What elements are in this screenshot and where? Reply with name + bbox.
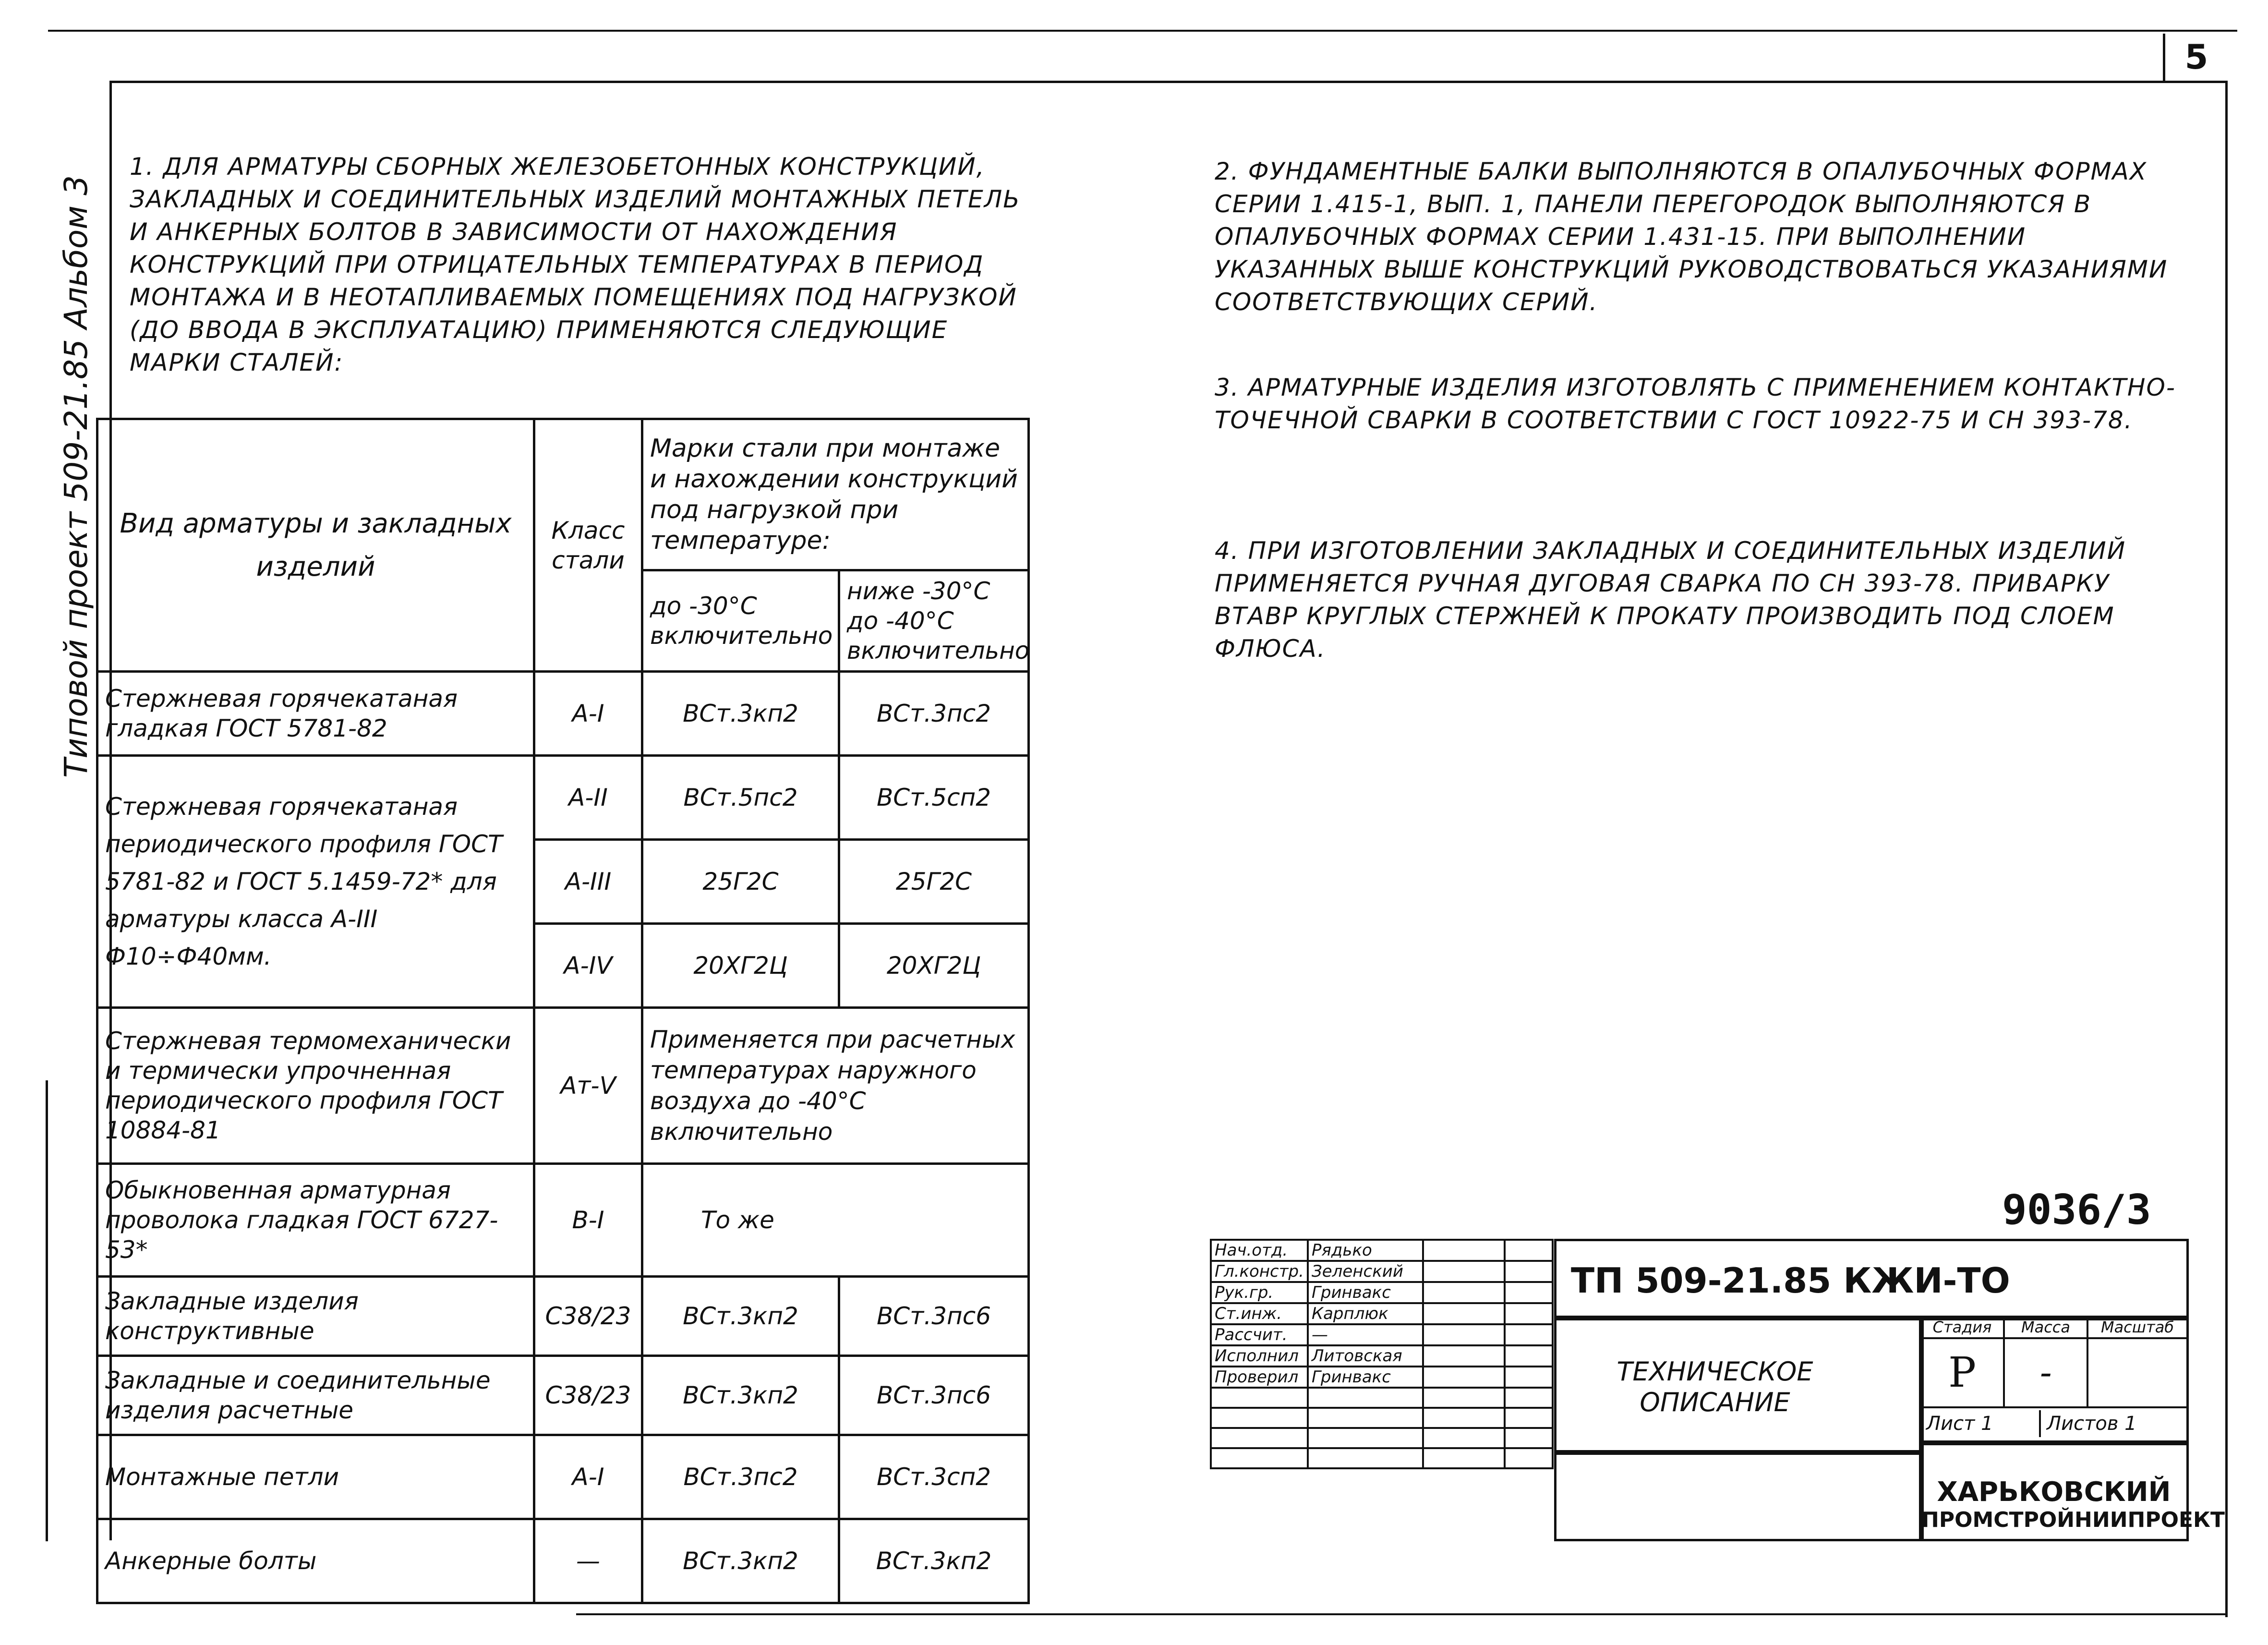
empty-row — [1211, 1428, 1553, 1448]
header-class: Класс стали — [534, 419, 642, 672]
table-row — [97, 1435, 1029, 1519]
signer-role: Рук.гр. — [1211, 1282, 1308, 1303]
table-row — [97, 1519, 1029, 1603]
frame-bottom-line — [576, 1613, 2228, 1615]
row-grade-b: ВСт.3пс6 — [839, 1277, 1029, 1356]
signer-name: Гринвакс — [1308, 1282, 1423, 1303]
empty-row — [1211, 1408, 1553, 1428]
frame-right-line — [2225, 81, 2228, 1617]
stage-value: Р — [1921, 1339, 2005, 1408]
note-3 — [1215, 339, 2184, 436]
note-3-text: 3. АРМАТУРНЫЕ ИЗДЕЛИЯ ИЗГОТОВЛЯТЬ С ПРИМЕНЕНИЕМ КОНТАКТНО-ТОЧЕЧНОЙ СВАРКИ В СООТВЕТСТВИИ С ГОСТ 10922-75 И СН 393-78. — [1215, 374, 2176, 434]
note-4-text: 4. ПРИ ИЗГОТОВЛЕНИИ ЗАКЛАДНЫХ И СОЕДИНИТЕЛЬНЫХ ИЗДЕЛИЙ ПРИМЕНЯЕТСЯ РУЧНАЯ ДУГОВАЯ СВАРКА ПО СН 393-78. ПРИВАРКУ ВТАВР КРУГЛЫХ СТЕРЖНЕЙ К ПРОКАТУ ПРОИЗВОДИТЬ ПОД СЛОЕМ ФЛЮСА. — [1215, 537, 2126, 663]
row-class: А-III — [534, 840, 642, 924]
signer-row — [1211, 1345, 1553, 1367]
note-2 — [1215, 122, 2184, 318]
stage-label: Стадия — [1921, 1318, 2005, 1339]
steel-grades-table — [96, 418, 1030, 1604]
signer-role: Рассчит. — [1211, 1324, 1308, 1345]
row-kind: Стержневая горячекатаная периодического профиля ГОСТ 5781-82 и ГОСТ 5.1459-72* для арматуры класса А-III Ф10÷Ф40мм. — [97, 756, 534, 1008]
page-number-box — [2163, 34, 2228, 81]
header-kind: Вид арматуры и закладных изделий — [97, 419, 534, 672]
signer-row — [1211, 1303, 1553, 1324]
row-kind: Закладные изделия конструктивные — [97, 1277, 534, 1356]
row-grade-a: 20ХГ2Ц — [642, 924, 839, 1008]
signer-name: Карплюк — [1308, 1303, 1423, 1324]
signer-row — [1211, 1324, 1553, 1345]
frame-inner-top-line — [110, 81, 2228, 83]
title-block-empty-cell — [1554, 1450, 1924, 1541]
row-grade-b: ВСт.3сп2 — [839, 1435, 1029, 1519]
organization-line-1: ХАРЬКОВСКИЙ — [1937, 1476, 2171, 1508]
signer-name: — — [1308, 1324, 1423, 1345]
signer-name: Литовская — [1308, 1345, 1423, 1367]
table-row — [97, 1356, 1029, 1435]
row-grade-a: ВСт.5пс2 — [642, 756, 839, 840]
row-kind: Обыкновенная арматурная проволока гладкая ГОСТ 6727-53* — [97, 1164, 534, 1277]
row-grade-a: ВСт.3пс2 — [642, 1435, 839, 1519]
table-row — [97, 1164, 1029, 1277]
sheet-label: Лист 1 — [1926, 1413, 1993, 1435]
note-2-text: 2. ФУНДАМЕНТНЫЕ БАЛКИ ВЫПОЛНЯЮТСЯ В ОПАЛУБОЧНЫХ ФОРМАХ СЕРИИ 1.415-1, ВЫП. 1, ПАНЕЛИ ПЕРЕГОРОДОК ВЫПОЛНЯЮТСЯ В ОПАЛУБОЧНЫХ ФОРМАХ СЕРИИ 1.431-15. ПРИ ВЫПОЛНЕНИИ УКАЗАННЫХ ВЫШЕ КОНСТРУКЦИЙ РУКОВОДСТВОВАТЬСЯ УКАЗАНИЯМИ СООТВЕТСТВУЮЩИХ СЕРИЙ. — [1215, 157, 2168, 316]
signers-table — [1210, 1239, 1554, 1469]
row-kind: Анкерные болты — [97, 1519, 534, 1603]
row-grade-a: ВСт.3кп2 — [642, 1277, 839, 1356]
signer-row — [1211, 1240, 1553, 1261]
signer-role: Проверил — [1211, 1367, 1308, 1388]
organization-block — [1919, 1440, 2225, 1541]
row-class: С38/23 — [534, 1277, 642, 1356]
table-row — [97, 756, 1029, 840]
document-code: ТП 509-21.85 КЖИ-ТО — [1571, 1260, 2010, 1301]
document-name: ТЕХНИЧЕСКОЕ ОПИСАНИЕ — [1617, 1356, 1813, 1417]
table-row — [97, 1008, 1029, 1164]
signer-role: Гл.констр. — [1211, 1261, 1308, 1282]
note-1 — [130, 118, 1032, 379]
row-grade-a: 25Г2С — [642, 840, 839, 924]
signer-role: Исполнил — [1211, 1345, 1308, 1367]
row-class: С38/23 — [534, 1356, 642, 1435]
stage-mass-scale-block — [1919, 1316, 2189, 1445]
signer-name: Рядько — [1308, 1240, 1423, 1261]
row-class: А-I — [534, 1435, 642, 1519]
signer-name: Зеленский — [1308, 1261, 1423, 1282]
row-class: А-II — [534, 756, 642, 840]
row-grade-a: ВСт.3кп2 — [642, 672, 839, 756]
signer-role: Нач.отд. — [1211, 1240, 1308, 1261]
title-block-code-cell — [1554, 1239, 2189, 1320]
mass-value: - — [2005, 1339, 2088, 1408]
left-margin-stripe — [46, 1080, 48, 1541]
row-class: А-I — [534, 672, 642, 756]
row-grade-b: ВСт.3пс2 — [839, 672, 1029, 756]
frame-top-line — [48, 30, 2237, 32]
row-grade-a: ВСт.3кп2 — [642, 1519, 839, 1603]
row-grade-b: 20ХГ2Ц — [839, 924, 1029, 1008]
row-kind: Закладные и соединительные изделия расчетные — [97, 1356, 534, 1435]
table-header-row — [97, 419, 1029, 570]
table-row — [97, 1277, 1029, 1356]
note-4 — [1215, 502, 2184, 665]
scale-label: Масштаб — [2088, 1318, 2186, 1339]
signer-name: Гринвакс — [1308, 1367, 1423, 1388]
table-row — [97, 672, 1029, 756]
empty-row — [1211, 1448, 1553, 1468]
signer-row — [1211, 1261, 1553, 1282]
sheets-label: Листов 1 — [2039, 1410, 2191, 1437]
signer-row — [1211, 1367, 1553, 1388]
row-grade-a: ВСт.3кп2 — [642, 1356, 839, 1435]
row-grade-b: ВСт.3кп2 — [839, 1519, 1029, 1603]
header-temp-a: до -30°С включительно — [642, 570, 839, 672]
header-grades: Марки стали при монтаже и нахождении конструкций под нагрузкой при температуре: — [642, 419, 1029, 570]
note-1-text: 1. ДЛЯ АРМАТУРЫ СБОРНЫХ ЖЕЛЕЗОБЕТОННЫХ КОНСТРУКЦИЙ, ЗАКЛАДНЫХ И СОЕДИНИТЕЛЬНЫХ ИЗДЕЛИЙ МОНТАЖНЫХ ПЕТЕЛЬ И АНКЕРНЫХ БОЛТОВ В ЗАВИСИМОСТИ ОТ НАХОЖДЕНИЯ КОНСТРУКЦИЙ ПРИ ОТРИЦАТЕЛЬНЫХ ТЕМПЕРАТУРАХ В ПЕРИОД МОНТАЖА И В НЕОТАПЛИВАЕМЫХ ПОМЕЩЕНИЯХ ПОД НАГРУЗКОЙ (ДО ВВОДА В ЭКСПЛУАТАЦИЮ) ПРИМЕНЯЮТСЯ СЛЕДУЮЩИЕ МАРКИ СТАЛЕЙ: — [130, 153, 1021, 376]
row-kind: Монтажные петли — [97, 1435, 534, 1519]
header-temp-b: ниже -30°С до -40°С включительно — [839, 570, 1029, 672]
mass-label: Масса — [2005, 1318, 2088, 1339]
signer-row — [1211, 1282, 1553, 1303]
vertical-project-title: Типовой проект 509-21.85 Альбом 3 — [58, 175, 95, 778]
row-class: В-I — [534, 1164, 642, 1277]
row-class: Ат-V — [534, 1008, 642, 1164]
empty-row — [1211, 1388, 1553, 1408]
page-number: 5 — [2184, 37, 2208, 77]
scale-value — [2088, 1339, 2186, 1408]
title-block-name-cell — [1554, 1316, 1924, 1455]
row-class: А-IV — [534, 924, 642, 1008]
row-grade-b: 25Г2С — [839, 840, 1029, 924]
row-class: — — [534, 1519, 642, 1603]
signer-role: Ст.инж. — [1211, 1303, 1308, 1324]
row-grade-b: ВСт.5сп2 — [839, 756, 1029, 840]
row-merged-note: То же — [642, 1164, 1029, 1277]
row-grade-b: ВСт.3пс6 — [839, 1356, 1029, 1435]
organization-line-2: ПРОМСТРОЙНИИПРОЕКТ — [1921, 1508, 2225, 1532]
inventory-number: 9036/3 — [2002, 1186, 2151, 1234]
row-kind: Стержневая горячекатаная гладкая ГОСТ 5781-82 — [97, 672, 534, 756]
row-merged-note: Применяется при расчетных температурах наружного воздуха до -40°С включительно — [642, 1008, 1029, 1164]
row-kind: Стержневая термомеханически и термически упрочненная периодического профиля ГОСТ 10884-81 — [97, 1008, 534, 1164]
